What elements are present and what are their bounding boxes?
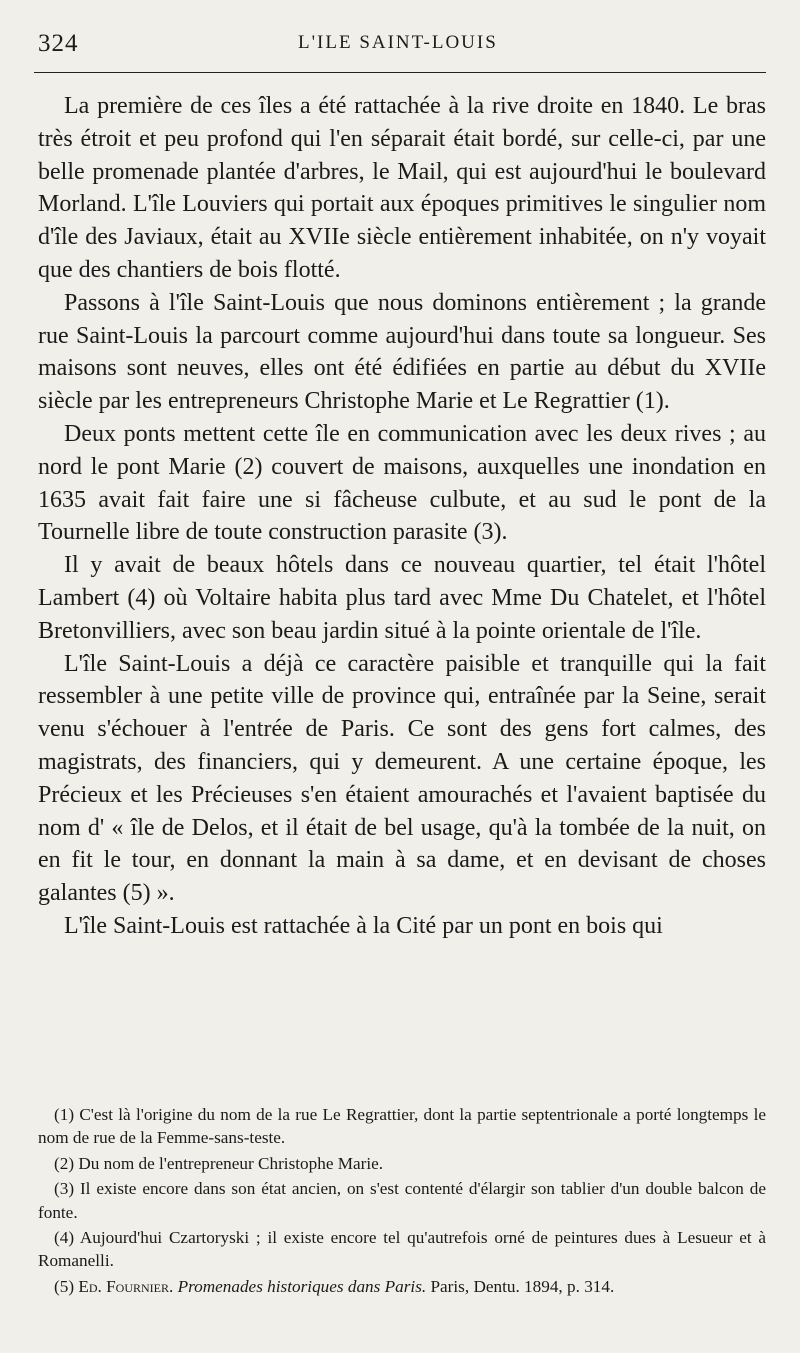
footnote-5 <box>38 1275 766 1298</box>
footnote-5-number: (5) <box>54 1276 79 1296</box>
footnote-2: (2) Du nom de l'entrepreneur Christophe Marie. <box>54 1153 384 1173</box>
footnote-1: (1) C'est là l'origine du nom de la rue Le Regrattier, dont la partie septentrionale a porté longtemps le nom de rue de la Femme-sans-teste. <box>38 1105 766 1148</box>
paragraph-3: Deux ponts mettent cette île en communication avec les deux rives ; au nord le pont Marie (2) couvert de maisons, auxquelles une inondation en 1635 avait fait faire une si fâcheuse culbute, et au sud le pont de la Tournelle libre de toute construction parasite (3). <box>38 420 766 546</box>
footnote-5-title: Promenades historiques dans Paris. <box>177 1276 427 1296</box>
page-number: 324 <box>38 30 79 57</box>
paragraph-6: L'île Saint-Louis est rattachée à la Cité par un pont en bois qui <box>64 912 663 939</box>
footnote-5-author: Ed. Fournier. <box>78 1276 174 1296</box>
footnote-4: (4) Aujourd'hui Czartoryski ; il existe encore tel qu'autrefois orné de peintures dues à Lesueur et à Romanelli. <box>38 1228 766 1271</box>
paragraph-4: Il y avait de beaux hôtels dans ce nouveau quartier, tel était l'hôtel Lambert (4) où Voltaire habita plus tard avec Mme Du Chatelet, et l'hôtel Bretonvilliers, avec son beau jardin situé à la pointe orientale de l'île. <box>38 552 766 644</box>
footnotes <box>38 1103 766 1298</box>
running-title: L'ILE SAINT-LOUIS <box>298 32 498 53</box>
paragraph-2: Passons à l'île Saint-Louis que nous dominons entièrement ; la grande rue Saint-Louis la parcourt comme aujourd'hui dans toute sa longueur. Ses maisons sont neuves, elles ont été édifiées en partie au début du XVIIe siècle par les entrepreneurs Christophe Marie et Le Regrattier (1). <box>38 289 766 415</box>
footnote-3: (3) Il existe encore dans son état ancien, on s'est contenté d'élargir son tablier d'un double balcon de fonte. <box>38 1179 766 1222</box>
footnote-5-publication: Paris, Dentu. 1894, p. 314. <box>426 1276 615 1296</box>
header-rule <box>34 72 766 73</box>
body-text <box>38 90 766 943</box>
paragraph-1: La première de ces îles a été rattachée à la rive droite en 1840. Le bras très étroit et peu profond qui l'en séparait était bordé, sur celle-ci, par une belle promenade plantée d'arbres, le Mail, qui est aujourd'hui le boulevard Morland. L'île Louviers qui portait aux époques primitives le singulier nom d'île des Javiaux, était au XVIIe siècle entièrement inhabitée, on n'y voyait que des chantiers de bois flotté. <box>38 93 766 283</box>
paragraph-5: L'île Saint-Louis a déjà ce caractère paisible et tranquille qui la fait ressembler à une petite ville de province qui, entraînée par la Seine, serait venu s'échouer à l'entrée de Paris. Ce sont des gens fort calmes, des magistrats, des financiers, qui y demeurent. A une certaine époque, les Précieux et les Précieuses s'en étaient amourachés et l'avaient baptisée du nom d' « île de Delos, et il était de bel usage, qu'à la tombée de la nuit, on en fit le tour, en donnant la main à sa dame, et en devisant de choses galantes (5) ». <box>38 650 766 907</box>
page-header <box>38 30 764 60</box>
